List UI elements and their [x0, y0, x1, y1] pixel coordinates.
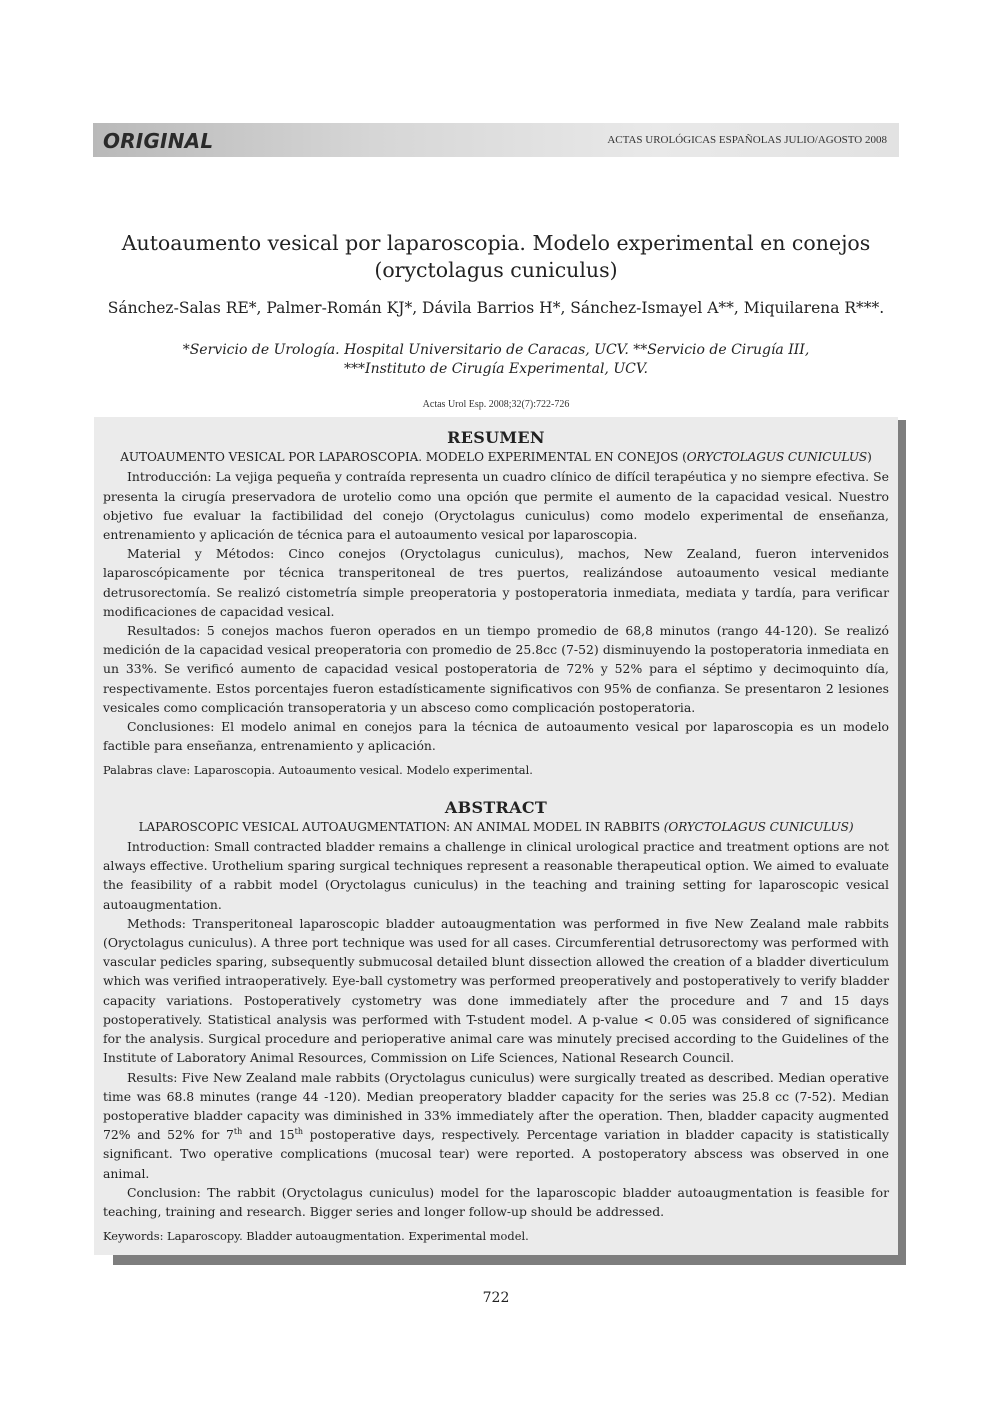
- abstract-subtitle-species: (ORYCTOLAGUS CUNICULUS): [663, 819, 854, 834]
- article-title-line-1: Autoaumento vesical por laparoscopia. Modelo experimental en conejos: [121, 231, 871, 255]
- abstract-box: [94, 417, 898, 1255]
- abstract-results-part-1: Results: Five New Zealand male rabbits (Oryctolagus cuniculus) were surgically treated as described. Median operative time was 68.8 minutes (range 44 -120). Median preoperatory bladder capacity for the series was 25.8 cc (7-52). Median postoperative bladder capacity was diminished in 33% immediately after the operation. Then, bladder capacity augmented 72% and 52% for 7: [103, 1069, 889, 1143]
- page-number: 722: [482, 1290, 510, 1306]
- resumen-subtitle-text: AUTOAUMENTO VESICAL POR LAPAROSCOPIA. MODELO EXPERIMENTAL EN CONEJOS (: [120, 450, 687, 465]
- resumen-heading: RESUMEN: [447, 428, 545, 447]
- journal-running-head: ACTAS UROLÓGICAS ESPAÑOLAS JULIO/AGOSTO 2008: [607, 134, 887, 146]
- abstract-results-sup-2: th: [294, 1126, 304, 1136]
- header-band: [93, 123, 899, 157]
- abstract-conclusion: Conclusion: The rabbit (Oryctolagus cuniculus) model for the laparoscopic bladder autoaugmentation is feasible for teaching, training and research. Bigger series and longer follow-up should be addressed.: [103, 1184, 889, 1219]
- section-label: ORIGINAL: [103, 129, 214, 153]
- abstract-results-sup-1: th: [233, 1126, 243, 1136]
- abstract-methods: Methods: Transperitoneal laparoscopic bladder autoaugmentation was performed in five New Zealand male rabbits (Oryctolagus cuniculus). A three port technique was used for all cases. Circumferential detrusorectomy was performed with vascular pedicles sparing, subsequently submucosal detailed blunt dissection allowed the creation of a bladder diverticulum which was verified intraoperatively. Eye-ball cystometry was performed preoperatively and postoperatively to verify bladder capacity variations. Postoperatively cystometry was done immediately after the procedure and 7 and 15 days postoperatively. Statistical analysis was performed with T-student model. A p-value < 0.05 was considered of significance for the analysis. Surgical procedure and perioperative animal care was minutely precised according to the Guidelines of the Institute of Laboratory Animal Resources, Commission on Life Sciences, National Research Council.: [103, 915, 889, 1066]
- resumen-subtitle-species: ORYCTOLAGUS CUNICULUS: [686, 450, 868, 465]
- abstract-results-part-3: postoperative days, respectively. Percentage variation in bladder capacity is statistically significant. Two operative complications (mucosal tear) were reported. A postoperatory abscess was observed in one animal.: [103, 1127, 889, 1181]
- authors: Sánchez-Salas RE*, Palmer-Román KJ*, Dávila Barrios H*, Sánchez-Ismayel A**, Miquilarena R***.: [107, 299, 885, 317]
- abstract-heading: ABSTRACT: [444, 797, 548, 817]
- citation: Actas Urol Esp. 2008;32(7):722-726: [422, 399, 570, 410]
- article-title-line-2: (oryctolagus cuniculus): [374, 258, 618, 282]
- resumen-subtitle-close: ): [867, 450, 872, 465]
- resumen-introduccion: Introducción: La vejiga pequeña y contraída representa un cuadro clínico de difícil terapéutica y no siempre efectiva. Se presenta la cirugía preservadora de urotelio como una opción que permite el aumento de la capacidad vesical. Nuestro objetivo fue evaluar la factibilidad del conejo (Oryctolagus cuniculus) como modelo experimental de enseñanza, entrenamiento y aplicación de técnica para el autoaumento vesical por laparoscopia.: [103, 469, 889, 543]
- affiliation-line-2: ***Instituto de Cirugía Experimental, UCV.: [344, 361, 648, 377]
- affiliations: [100, 341, 892, 379]
- resumen-keywords: Palabras clave: Laparoscopia. Autoaumento vesical. Modelo experimental.: [103, 763, 533, 778]
- abstract-introduction: Introduction: Small contracted bladder remains a challenge in clinical urological practice and treatment options are not always effective. Urothelium sparing surgical techniques represent a reasonable therapeutical option. We aimed to evaluate the feasibility of a rabbit model (Oryctolagus cuniculus) in the teaching and training setting for laparoscopic vesical autoaugmentation.: [103, 839, 889, 912]
- article-title: [60, 230, 932, 284]
- resumen-resultados: Resultados: 5 conejos machos fueron operados en un tiempo promedio de 68,8 minutos (rango 44-120). Se realizó medición de la capacidad vesical preoperatoria con promedio de 25.8cc (7-52) disminuyendo la postoperatoria inmediata en un 33%. Se verificó aumento de capacidad vesical postoperatoria de 72% y 52% para el séptimo y decimoquinto día, respectivamente. Estos porcentajes fueron estadísticamente significativos con 95% de confianza. Se presentaron 2 lesiones vesicales como complicación transoperatoria y un absceso como complicación postoperatoria.: [103, 623, 889, 715]
- abstract-keywords: Keywords: Laparoscopy. Bladder autoaugmentation. Experimental model.: [103, 1229, 529, 1244]
- abstract-subtitle-text: LAPAROSCOPIC VESICAL AUTOAUGMENTATION: AN ANIMAL MODEL IN RABBITS: [138, 819, 664, 834]
- resumen-metodos: Material y Métodos: Cinco conejos (Oryctolagus cuniculus), machos, New Zealand, fueron intervenidos laparoscópicamente por técnica transperitoneal de tres puertos, realizándose autoaumento vesical mediante detrusorectomía. Se realizó cistometría simple preoperatoria y postoperatoria inmediata, mediata y tardía, para verificar modificaciones de capacidad vesical.: [103, 546, 889, 619]
- abstract-results-part-2: and 15: [242, 1127, 295, 1143]
- resumen-subtitle: [103, 448, 889, 467]
- abstract-results: [103, 1068, 889, 1183]
- abstract-subtitle: [103, 818, 889, 837]
- abstract-box-content: [103, 417, 889, 1246]
- affiliation-line-1: *Servicio de Urología. Hospital Universitario de Caracas, UCV. **Servicio de Cirugía III,: [182, 342, 810, 358]
- resumen-conclusiones: Conclusiones: El modelo animal en conejos para la técnica de autoaumento vesical por laparoscopia es un modelo factible para enseñanza, entrenamiento y aplicación.: [103, 719, 889, 754]
